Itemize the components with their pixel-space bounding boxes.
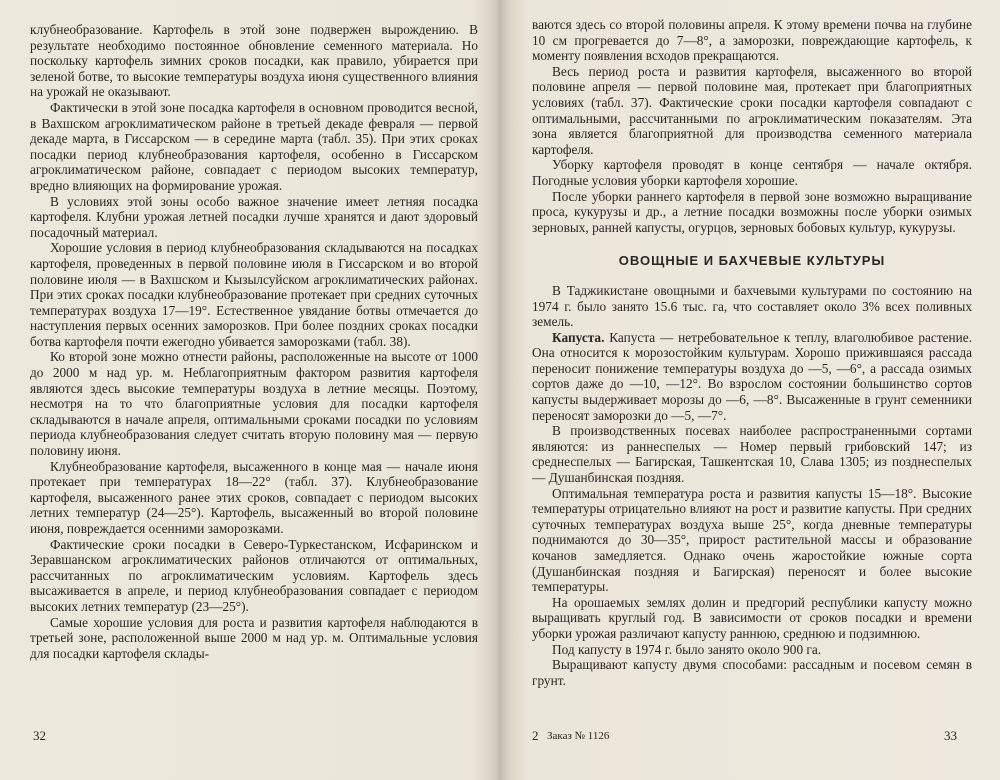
order-note: Заказ № 1126 [547,730,610,742]
right-paragraph-area: Под капусту в 1974 г. было занято около 900 га. [552,641,822,657]
section-title: ОВОЩНЫЕ И БАХЧЕВЫЕ КУЛЬТУРЫ [618,253,886,269]
right-paragraph-varieties: В производственных посевах наиболее распространенными сортами являются: из раннеспелых — Номер первый грибовский 147; из среднеспелых — Багирская, Ташкентская 10, Слава 1305; из позднеспелых — Душанбинская поздняя. [532,423,972,486]
right-page [532,17,972,688]
left-paragraph-7: Фактические сроки посадки в Северо-Туркестанском, Исфаринском и Зеравшанском агроклиматических районов отличаются от оптимальных, рассчитанных по агроклиматическим условиям. Картофель здесь высаживается в апреле, и период клубнеобразования совпадает с периодом высоких летних температур (23—25°). [30,536,478,614]
right-paragraph-4: После уборки раннего картофеля в первой зоне возможно выращивание проса, кукурузы и др., а летние посадки возможны после уборки озимых зерновых, ранней капусты, огурцов, зерновых бобовых культур, кукурузы. [532,188,972,235]
right-paragraph-temperature: Оптимальная температура роста и развития капусты 15—18°. Высокие температуры отрицательно влияют на рост и развитие капусты. При средних суточных температурах воздуха выше 25°, когда дневные температуры поднимаются до 30—35°, прирост растительной массы и образование кочанов замедляется. Однако очень жаростойкие южные сорта (Душанбинская поздняя и Багирская) переносят и более высокие температуры. [532,485,972,595]
right-paragraph-3: Уборку картофеля проводят в конце сентября — начале октября. Погодные условия уборки картофеля хорошие. [532,157,972,188]
right-paragraph-1: ваются здесь со второй половины апреля. К этому времени почва на глубине 10 см прогревается до 7—8°, а заморозки, повреждающие картофель, к моменту появления всходов прекращаются. [532,17,972,64]
right-paragraph-methods: Выращивают капусту двумя способами: рассадным и посевом семян в грунт. [532,657,972,688]
cabbage-paragraph [532,330,972,424]
left-paragraph-5: Ко второй зоне можно отнести районы, расположенные на высоте от 1000 до 2000 м над ур. м. Неблагоприятным фактором развития картофеля являются здесь высокие температуры воздуха в летние месяцы. Поэтому, несмотря на то что благоприятные условия для посадки картофеля складываются в начале апреля, оптимальными сроками посадки по условиям периода клубнеобразования следует считать вторую половину мая — первую половину июня. [30,349,478,459]
left-paragraph-8: Самые хорошие условия для роста и развития картофеля наблюдаются в третьей зоне, расположенной выше 2000 м над ур. м. Оптимальные условия для посадки картофеля склады- [30,614,478,661]
left-paragraph-2: Фактически в этой зоне посадка картофеля в основном проводится весной, в Вахшском агроклиматическом районе в третьей декаде февраля — первой декаде марта, в Гиссарском — в середине марта (табл. 35). При этих сроках посадки период клубнеобразования картофеля, особенно в Гиссарском агроклиматическом районе, совпадает с периодом высоких температур, вредно влияющих на формирование урожая. [30,99,478,193]
left-paragraph-1: клубнеобразование. Картофель в этой зоне подвержен вырождению. В результате необходимо постоянное обновление семенного материала. Но поскольку картофель зимних сроков посадки, как правило, убирается при зеленой ботве, то высокие температуры воздуха июня существенного влияния на урожай не оказывают. [30,22,478,100]
gutter-shadow [488,0,512,780]
left-page [30,22,478,661]
signature-mark: 2 [532,728,539,743]
right-paragraph-irrigation: На орошаемых землях долин и предгорий республики капусту можно выращивать круглый год. В зависимости от сроков посадки и времени уборки урожая различают капусту раннюю, среднюю и подзимнюю. [532,594,972,641]
left-paragraph-4: Хорошие условия в период клубнеобразования складываются на посадках картофеля, проведенных в первой половине июля в Гиссарском и во второй половине июля — в Вахшском и Кызылсуйском агроклиматических районах. При этих сроках посадки клубнеобразование протекает при средних суточных температурах воздуха 17—19°. Естественное увядание ботвы отмечается до наступления первых осенних заморозков. При более поздних сроках посадки ботва картофеля почти ежегодно убивается заморозками (табл. 38). [30,240,478,349]
right-page-number: 33 [944,728,957,743]
cabbage-lead: Капуста. [552,329,605,345]
left-page-number: 32 [33,728,46,743]
right-paragraph-2: Весь период роста и развития картофеля, высаженного во второй половине апреля — первой половине мая, протекает при благоприятных условиях (табл. 37). Фактические сроки посадки картофеля совпадают с оптимальными, рассчитанными по агроклиматическим показателям. Эта зона является благоприятной для производства семенного материала картофеля. [532,63,972,157]
left-paragraph-3: В условиях этой зоны особо важное значение имеет летняя посадка картофеля. Клубни урожая летней посадки лучше хранятся и дают здоровый посадочный материал. [30,193,478,240]
cabbage-text: Капуста — нетребовательное к теплу, влаголюбивое растение. Она относится к морозостойким культурам. Хорошо прижившаяся рассада переносит понижение температуры воздуха до —5, —6°, а рассада озимых сортов даже до —10, —12°. Во взрослом состоянии большинство сортов капусты выдерживает морозы до —6, —8°. Высаженные в грунт семенники переносят заморозки до —5, —7°. [532,329,972,423]
left-paragraph-6: Клубнеобразование картофеля, высаженного в конце мая — начале июня протекает при температурах 18—22° (табл. 37). Клубнеобразование картофеля, высаженного ранее этих сроков, совпадает с периодом высоких летних температур (24—25°). Картофель, высаженный во второй половине июня, повреждается осенними заморозками. [30,458,478,536]
section-intro: В Таджикистане овощными и бахчевыми культурами по состоянию на 1974 г. было занято 15.6 тыс. га, что составляет около 3% всех поливных земель. [532,282,972,330]
